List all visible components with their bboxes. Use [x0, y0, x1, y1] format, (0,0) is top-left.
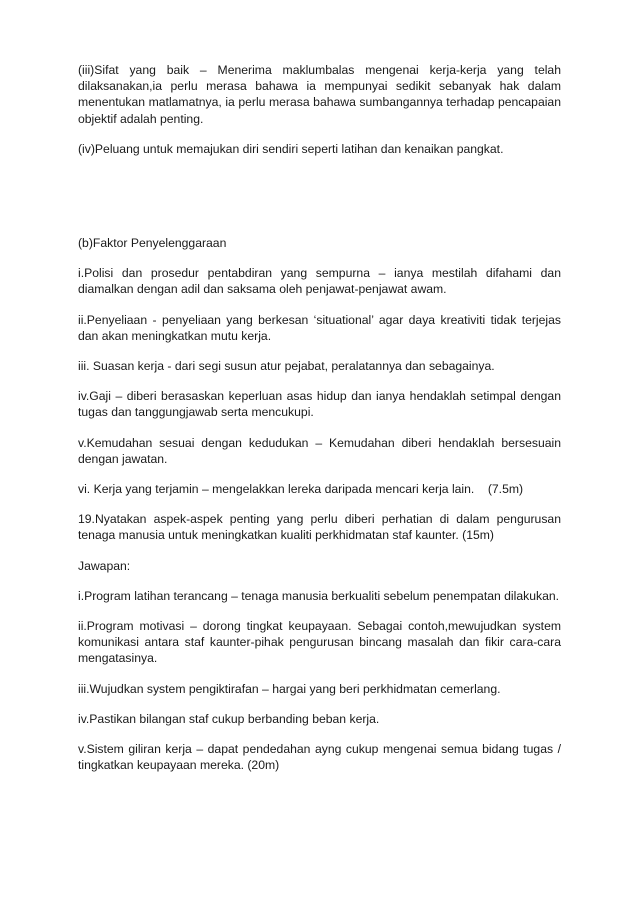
paragraph-sistem-giliran: v.Sistem giliran kerja – dapat pendedahan ayng cukup mengenai semua bidang tugas / tingkatkan keupayaan mereka. (20m) [78, 742, 561, 773]
paragraph-kemudahan: v.Kemudahan sesuai dengan kedudukan – Kemudahan diberi hendaklah bersesuain dengan jawatan. [78, 435, 561, 466]
kerja-terjamin-text: vi. Kerja yang terjamin – mengelakkan lereka daripada mencari kerja lain. [78, 482, 475, 497]
paragraph-pengiktirafan: iii.Wujudkan system pengiktirafan – hargai yang beri perkhidmatan cemerlang. [78, 681, 501, 696]
paragraph-polisi: i.Polisi dan prosedur pentabdiran yang sempurna – ianya mestilah difahami dan diamalkan dengan adil dan saksama oleh penjawat-penjawat awam. [78, 266, 561, 297]
section-heading-faktor-penyelenggaraan: (b)Faktor Penyelenggaraan [78, 236, 227, 251]
paragraph-program-motivasi: ii.Program motivasi – dorong tingkat keupayaan. Sebagai contoh,mewujudkan system komunikasi antara staf kaunter-pihak pengurusan bincang masalah dan fikir cara-cara mengatasinya. [78, 619, 561, 666]
paragraph-penyeliaan: ii.Penyeliaan - penyeliaan yang berkesan ‘situational’ agar daya kreativiti tidak terjejas dan akan meningkatkan mutu kerja. [78, 312, 561, 343]
marks-label: (7.5m) [487, 482, 524, 497]
paragraph-sifat-baik: (iii)Sifat yang baik – Menerima maklumbalas mengenai kerja-kerja yang telah dilaksanakan,ia perlu merasa bahawa ia mempunyai sedikit sebanyak hak dalam menentukan matlamatnya, ia perlu merasa bahawa sumbangannya terhadap pencapaian objektif adalah penting. [78, 63, 561, 126]
question-19: 19.Nyatakan aspek-aspek penting yang perlu diberi perhatian di dalam pengurusan tenaga manusia untuk meningkatkan kualiti perkhidmatan staf kaunter. (15m) [78, 512, 561, 543]
paragraph-gaji: iv.Gaji – diberi berasaskan keperluan asas hidup dan ianya hendaklah setimpal dengan tugas dan tanggungjawab serta mencukupi. [78, 389, 561, 420]
paragraph-program-latihan: i.Program latihan terancang – tenaga manusia berkualiti sebelum penempatan dilakukan. [78, 588, 560, 603]
paragraph-kerja-terjamin [78, 481, 561, 497]
paragraph-suasan-kerja: iii. Suasan kerja - dari segi susun atur pejabat, peralatannya dan sebagainya. [78, 359, 495, 374]
document-page [78, 62, 561, 773]
answer-label: Jawapan: [78, 558, 131, 573]
paragraph-peluang: (iv)Peluang untuk memajukan diri sendiri seperti latihan dan kenaikan pangkat. [78, 141, 504, 156]
paragraph-bilangan-staf: iv.Pastikan bilangan staf cukup berbanding beban kerja. [78, 711, 380, 726]
